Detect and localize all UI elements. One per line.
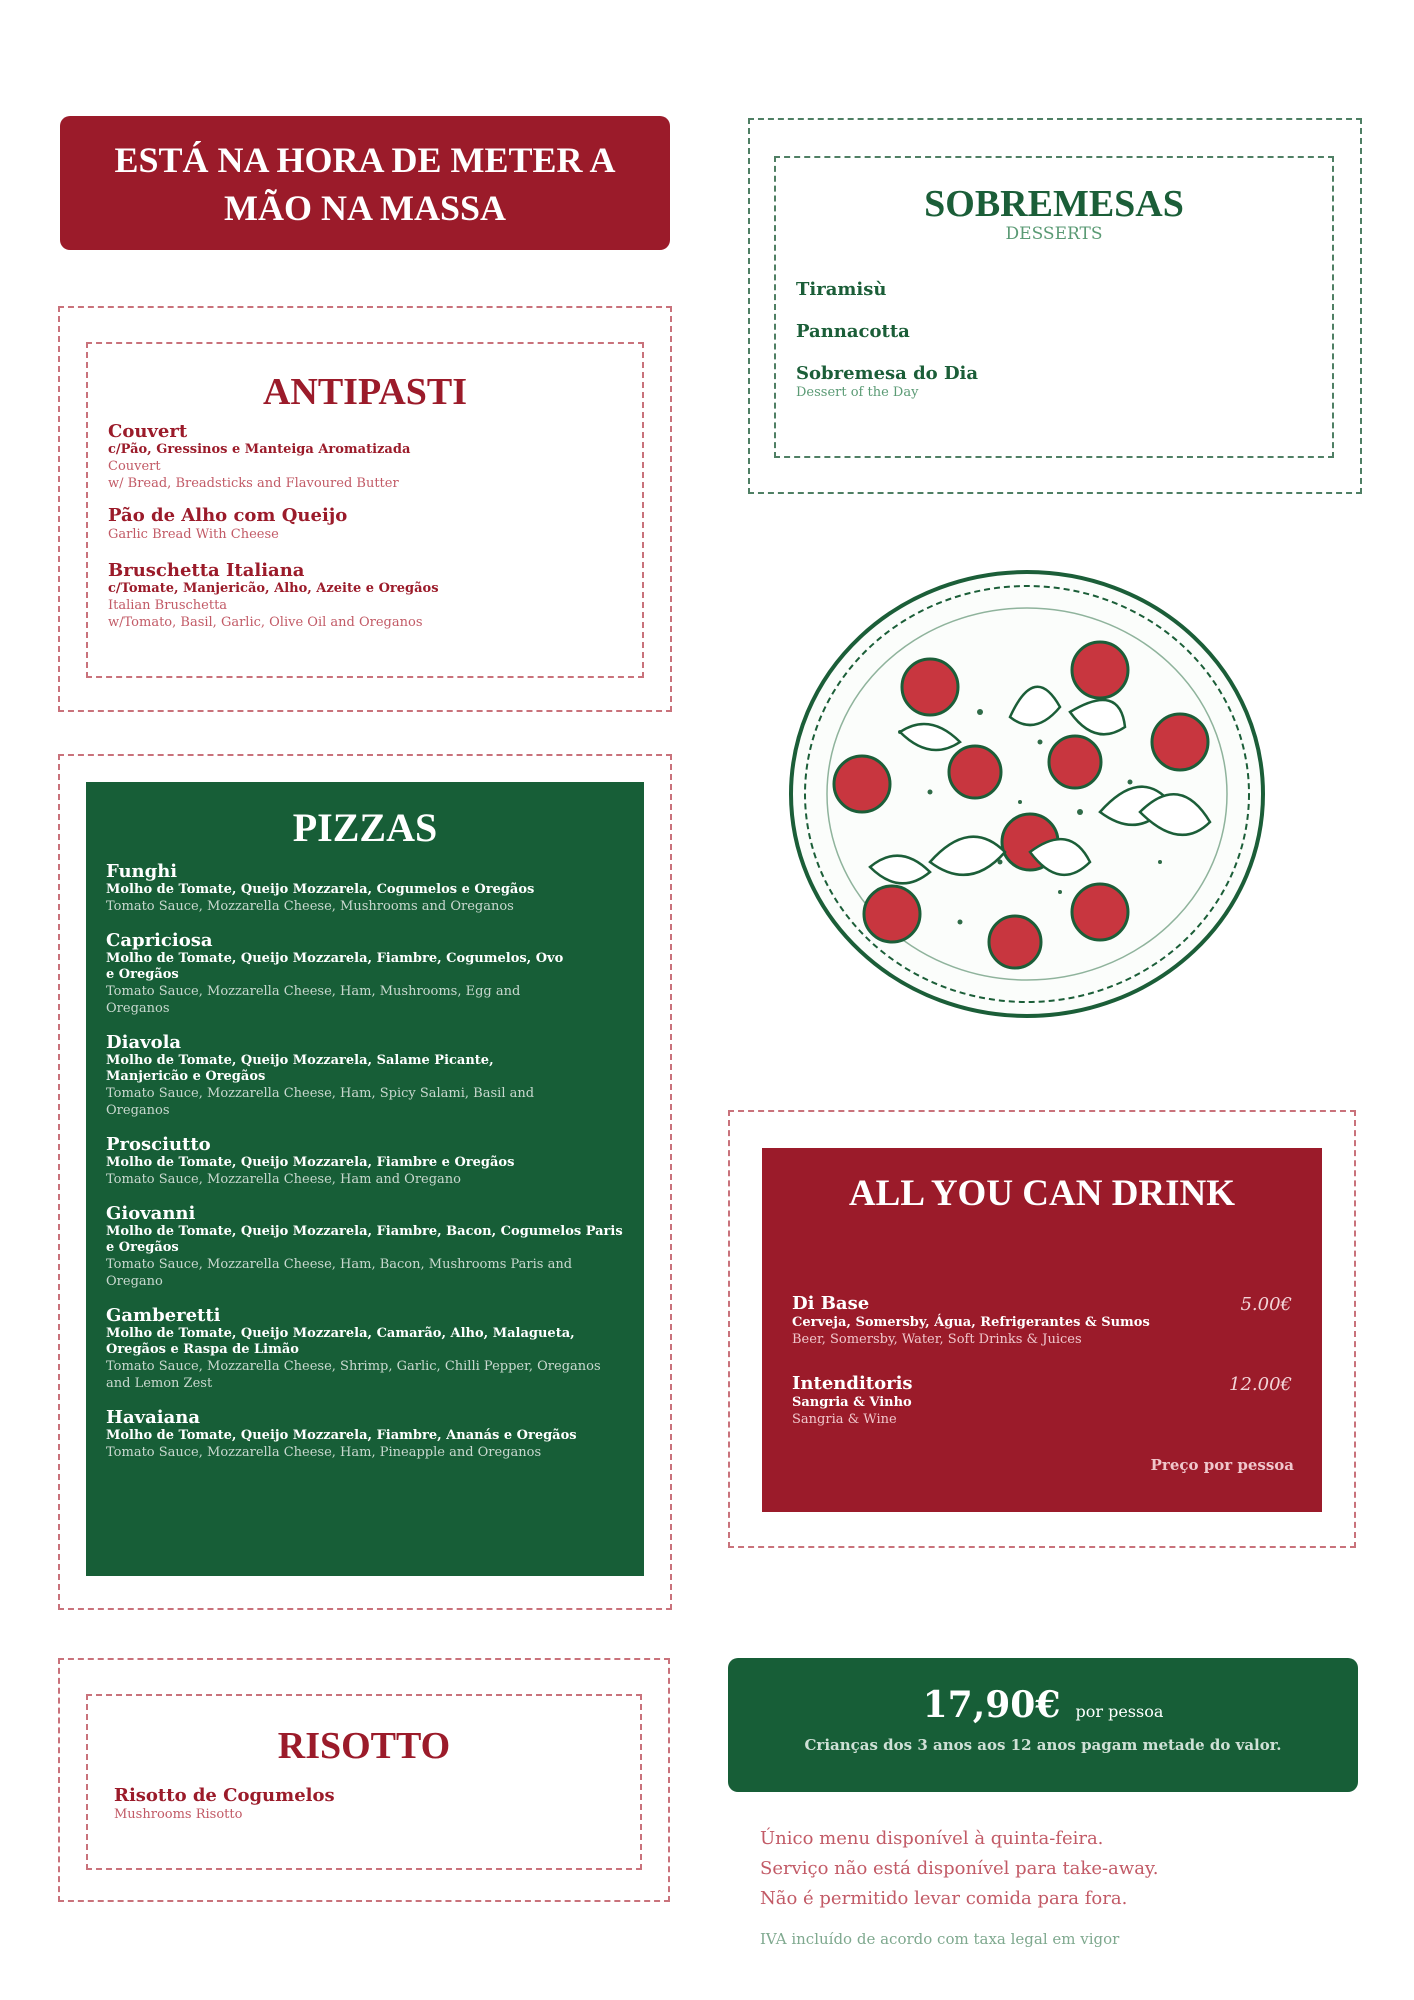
item-description-en: Tomato Sauce, Mozzarella Cheese, Shrimp, Garlic, Chilli Pepper, Oreganos and Lemon Zest [106,1359,601,1391]
item-name: Giovanni [106,1203,196,1224]
desserts-section [774,156,1334,458]
price-banner [728,1658,1358,1792]
item-description-pt: Molho de Tomate, Queijo Mozzarela, Salame Picante, Manjericão e Oregãos [106,1053,494,1084]
item-name: Pannacotta [796,321,910,342]
item-name-en: Garlic Bread With Cheese [108,527,279,542]
menu-item [108,422,628,492]
desserts-title: SOBREMESAS [924,183,1184,225]
drink-item [792,1294,1292,1348]
item-description-en: Tomato Sauce, Mozzarella Cheese, Ham, Spicy Salami, Basil and Oreganos [106,1086,535,1118]
notes [760,1824,1158,1948]
drink-item [792,1374,1292,1428]
drinks-title: ALL YOU CAN DRINK [848,1173,1236,1214]
item-name: Pão de Alho com Queijo [108,505,348,526]
menu-item [106,931,576,1017]
menu-item [106,1033,576,1119]
price-per-person: por pessoa [1075,1702,1164,1721]
item-description-en: Tomato Sauce, Mozzarella Cheese, Ham, Mushrooms, Egg and Oreganos [106,984,521,1016]
item-name: Intenditoris [792,1373,913,1394]
item-description-en: Sangria & Wine [792,1412,897,1427]
menu-item [106,1306,626,1392]
title-line-1: ESTÁ NA HORA DE METER A [114,140,616,180]
pizzas-title: PIZZAS [292,805,438,850]
item-description-pt: Molho de Tomate, Queijo Mozzarela, Fiambre e Oregãos [106,1155,515,1170]
item-description-pt: Molho de Tomate, Queijo Mozzarela, Fiambre, Bacon, Cogumelos Paris e Oregãos [106,1224,623,1255]
item-description-en: Tomato Sauce, Mozzarella Cheese, Ham, Bacon, Mushrooms Paris and Oregano [106,1257,573,1289]
item-name: Couvert [108,421,188,442]
risotto-title: RISOTTO [277,1725,451,1767]
pizza-illustration [780,562,1274,1026]
menu-item [106,862,626,915]
menu-item [106,1204,626,1290]
note-line: Único menu disponível à quinta-feira. [760,1828,1104,1849]
item-description-pt: Molho de Tomate, Queijo Mozzarela, Fiambre, Cogumelos, Ovo e Oregãos [106,951,564,982]
menu-item [114,1786,335,1823]
item-description-en: Tomato Sauce, Mozzarella Cheese, Mushrooms and Oreganos [106,899,514,914]
item-name: Havaiana [106,1407,201,1428]
vat-note: IVA incluído de acordo com taxa legal em vigor [760,1930,1120,1948]
item-description-pt: Sangria & Vinho [792,1395,912,1410]
item-description-en: w/ Bread, Breadsticks and Flavoured Butter [108,476,399,491]
item-description-pt: Molho de Tomate, Queijo Mozzarela, Fiambre, Ananás e Oregãos [106,1428,577,1443]
price-amount: 17,90€ [922,1684,1061,1726]
item-name: Bruschetta Italiana [108,560,305,581]
item-name: Di Base [792,1293,870,1314]
item-description-pt: c/Tomate, Manjericão, Alho, Azeite e Oregãos [108,581,439,596]
note-line: Serviço não está disponível para take-away. [760,1858,1159,1879]
item-name: Sobremesa do Dia [796,363,979,384]
item-name: Risotto de Cogumelos [114,1785,335,1806]
item-name: Prosciutto [106,1134,211,1155]
item-description-en: Dessert of the Day [796,385,919,400]
item-description-pt: Cerveja, Somersby, Água, Refrigerantes & Sumos [792,1315,1150,1330]
risotto-section [86,1694,642,1870]
menu-item [108,561,628,631]
menu-item [106,1408,626,1461]
item-name: Diavola [106,1032,182,1053]
drinks-section [762,1148,1322,1512]
item-name: Capriciosa [106,930,213,951]
antipasti-section [86,342,644,678]
item-description-pt: Molho de Tomate, Queijo Mozzarela, Camarão, Alho, Malagueta, Oregãos e Raspa de Limão [106,1326,575,1357]
title-banner [60,116,670,250]
item-description-en: w/Tomato, Basil, Garlic, Olive Oil and Oreganos [108,615,423,630]
item-description-en: Beer, Somersby, Water, Soft Drinks & Juices [792,1332,1082,1347]
item-name: Tiramisù [796,279,887,300]
item-description-pt: Molho de Tomate, Queijo Mozzarela, Cogumelos e Oregãos [106,882,535,897]
item-description-en: Mushrooms Risotto [114,1807,243,1822]
price-per-person-note: Preço por pessoa [1150,1456,1294,1474]
item-description-en: Tomato Sauce, Mozzarella Cheese, Ham and Oregano [106,1172,462,1187]
item-name: Gamberetti [106,1305,221,1326]
item-price: 12.00€ [1229,1374,1292,1395]
price-children-note: Crianças dos 3 anos aos 12 anos pagam metade do valor. [804,1736,1282,1754]
antipasti-title: ANTIPASTI [262,371,468,413]
item-name-en: Italian Bruschetta [108,598,228,613]
item-price: 5.00€ [1240,1294,1292,1315]
item-description-pt: c/Pão, Gressinos e Manteiga Aromatizada [108,442,411,457]
pizzas-section [86,782,644,1576]
note-line: Não é permitido levar comida para fora. [760,1888,1128,1909]
item-name-en: Couvert [108,459,161,474]
title-line-2: MÃO NA MASSA [223,188,506,228]
item-description-en: Tomato Sauce, Mozzarella Cheese, Ham, Pineapple and Oreganos [106,1445,542,1460]
menu-item [108,506,628,543]
item-name: Funghi [106,861,178,882]
desserts-subtitle: DESSERTS [1005,224,1103,244]
menu-item [106,1135,626,1188]
